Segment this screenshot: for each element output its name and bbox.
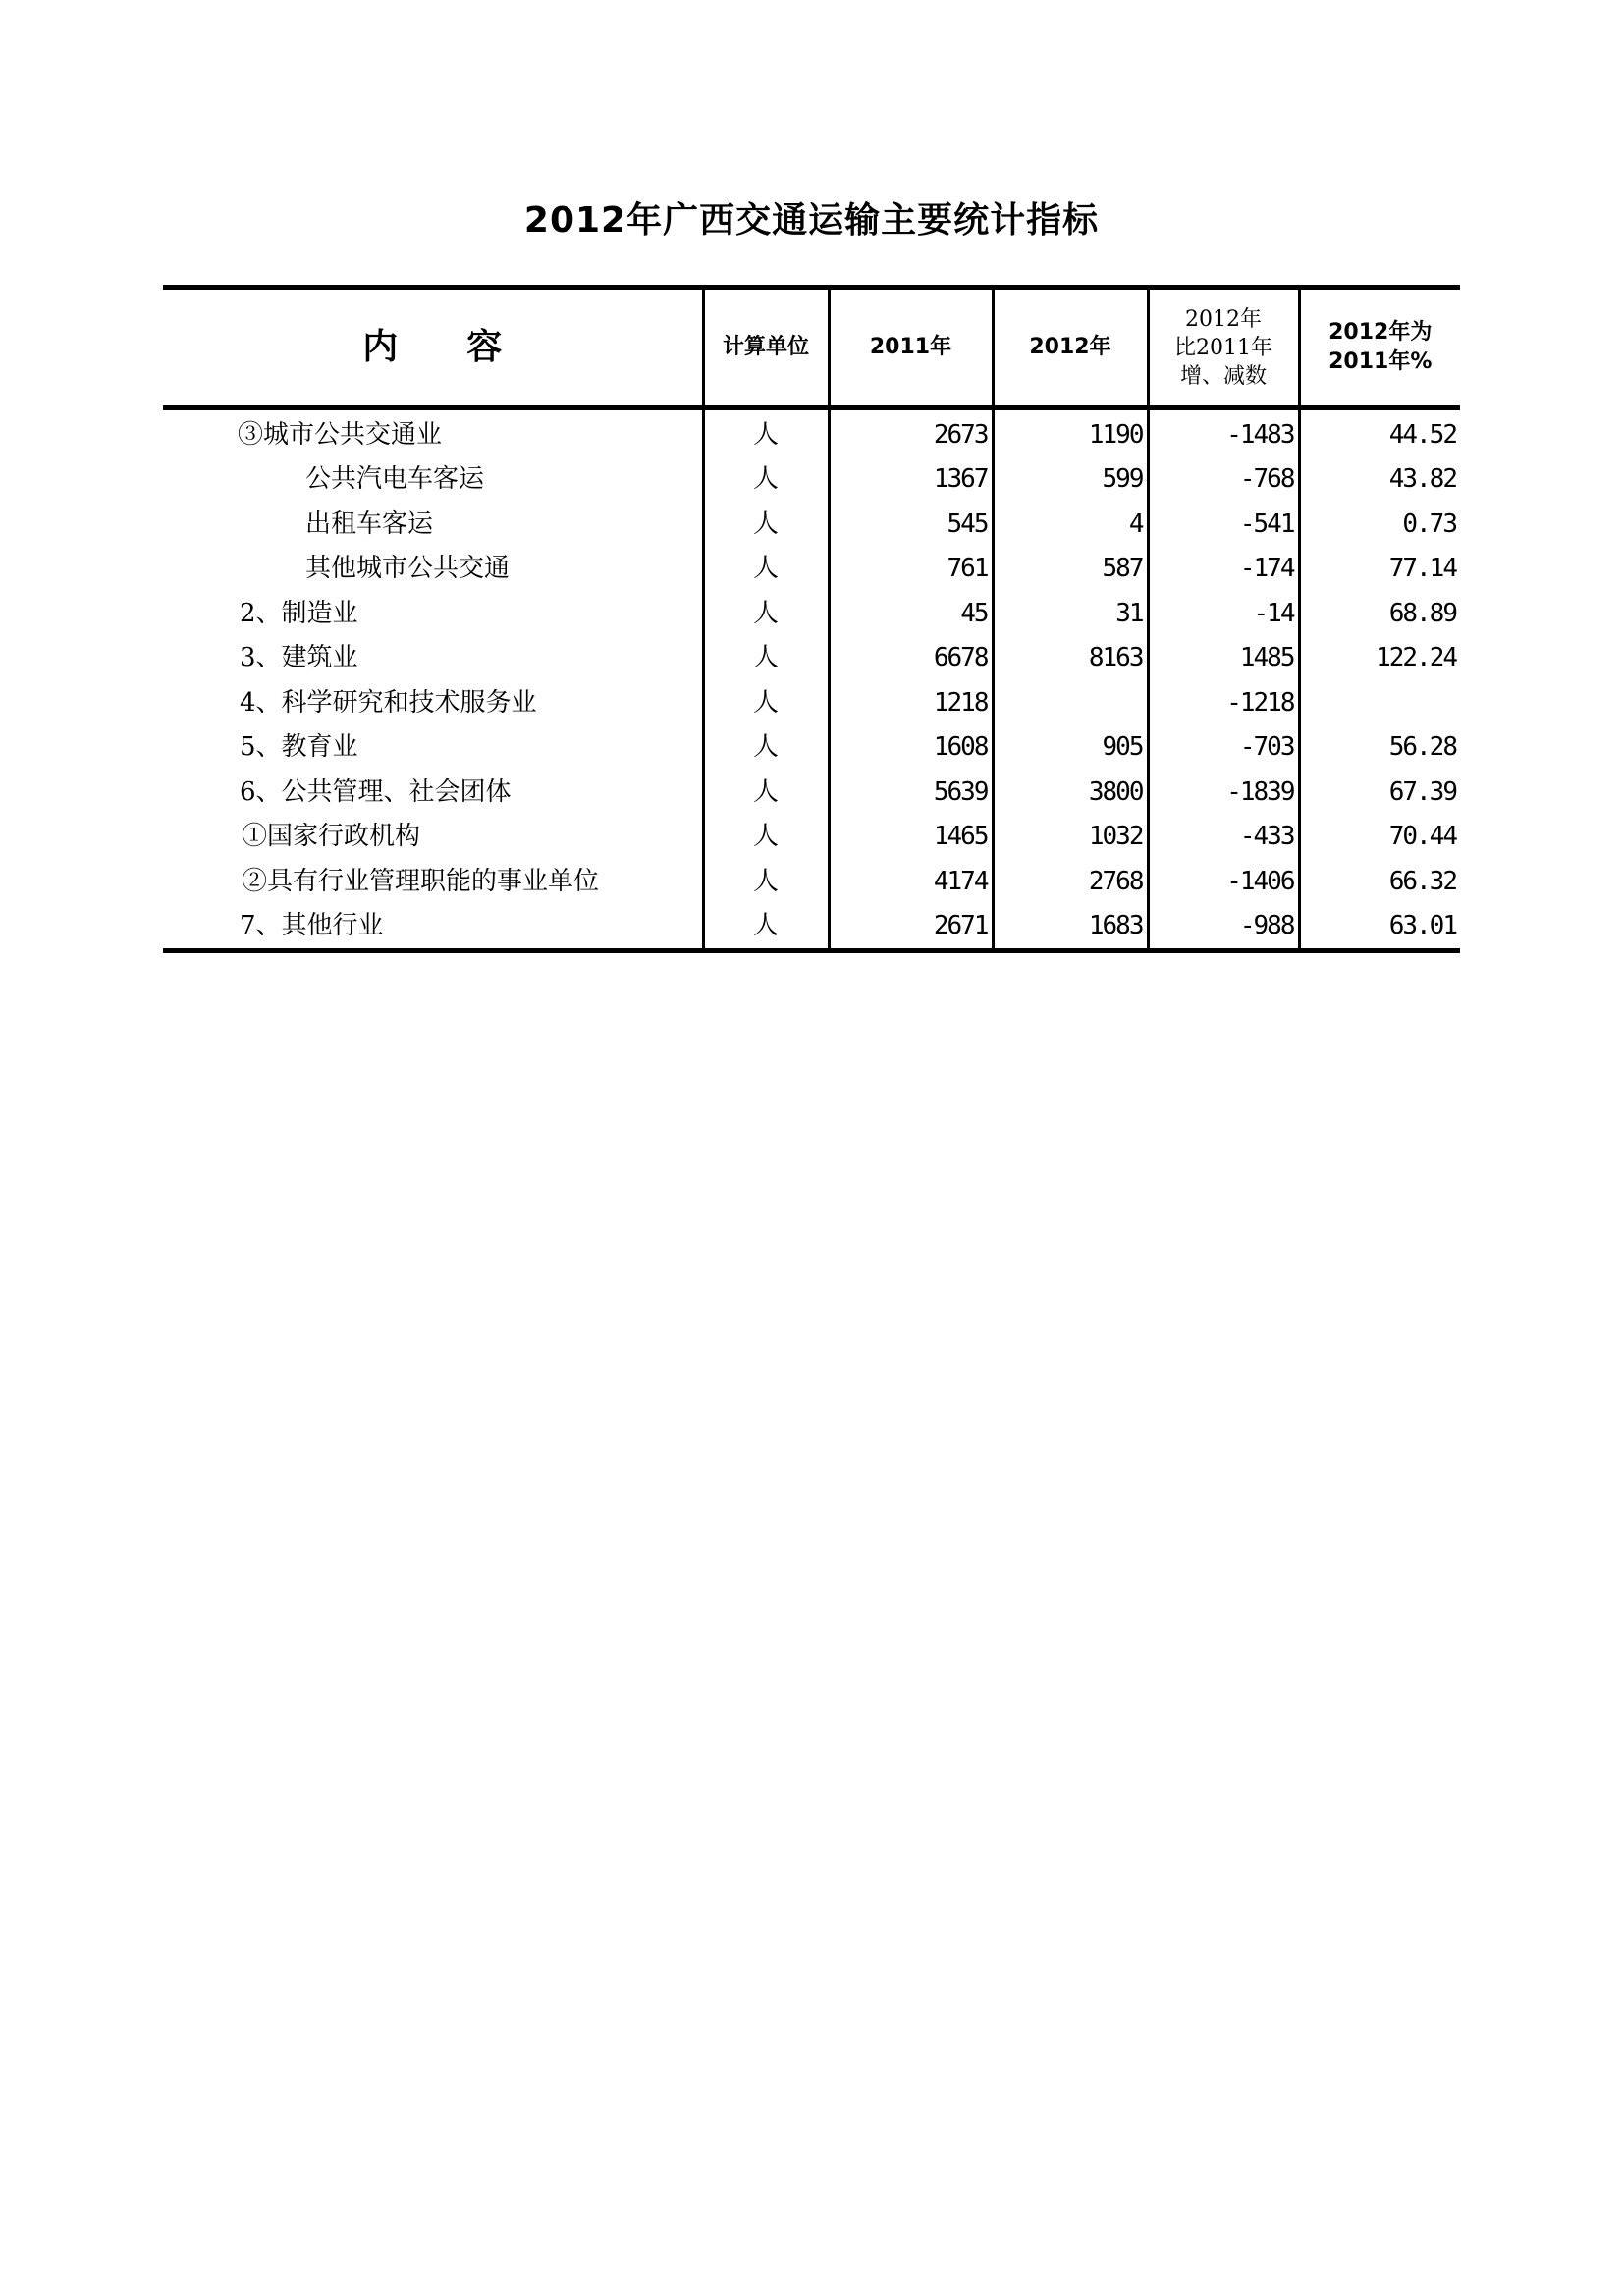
row-value-2011: 761 <box>829 547 993 592</box>
row-value-2011: 1367 <box>829 457 993 503</box>
header-item: 内 容 <box>163 288 703 408</box>
row-difference: -433 <box>1148 815 1299 860</box>
statistics-table <box>163 285 1460 953</box>
row-difference: -1218 <box>1148 680 1299 725</box>
row-percent: 43.82 <box>1299 457 1460 503</box>
row-item-label: 出租车客运 <box>305 508 434 539</box>
row-difference: -1483 <box>1148 408 1299 457</box>
row-value-2011: 1218 <box>829 680 993 725</box>
row-value-2011: 1608 <box>829 725 993 771</box>
row-difference: -1839 <box>1148 770 1299 815</box>
row-value-2012: 905 <box>993 725 1148 771</box>
row-percent: 0.73 <box>1299 502 1460 547</box>
table-row <box>163 770 1460 815</box>
row-percent: 67.39 <box>1299 770 1460 815</box>
row-unit: 人 <box>703 547 829 592</box>
table-row <box>163 547 1460 592</box>
row-value-2012: 587 <box>993 547 1148 592</box>
row-value-2012 <box>993 680 1148 725</box>
row-item-label: 7、其他行业 <box>240 911 384 941</box>
row-value-2012: 3800 <box>993 770 1148 815</box>
row-percent: 77.14 <box>1299 547 1460 592</box>
row-value-2011: 2671 <box>829 904 993 951</box>
row-unit: 人 <box>703 636 829 681</box>
row-difference: -14 <box>1148 591 1299 636</box>
table-row <box>163 725 1460 771</box>
row-value-2012: 8163 <box>993 636 1148 681</box>
row-unit: 人 <box>703 859 829 904</box>
row-difference: -768 <box>1148 457 1299 503</box>
row-difference: -174 <box>1148 547 1299 592</box>
table-row <box>163 408 1460 457</box>
table-row <box>163 457 1460 503</box>
row-value-2011: 6678 <box>829 636 993 681</box>
row-unit: 人 <box>703 457 829 503</box>
table-row <box>163 859 1460 904</box>
row-value-2012: 1683 <box>993 904 1148 951</box>
row-difference: -541 <box>1148 502 1299 547</box>
row-item-label: 公共汽电车客运 <box>305 464 485 495</box>
row-value-2011: 1465 <box>829 815 993 860</box>
row-value-2012: 4 <box>993 502 1148 547</box>
row-item-label: 6、公共管理、社会团体 <box>240 776 512 807</box>
row-percent <box>1299 680 1460 725</box>
row-difference: -1406 <box>1148 859 1299 904</box>
table-row <box>163 904 1460 951</box>
row-unit: 人 <box>703 680 829 725</box>
row-value-2012: 1190 <box>993 408 1148 457</box>
row-percent: 56.28 <box>1299 725 1460 771</box>
table-row <box>163 680 1460 725</box>
row-unit: 人 <box>703 502 829 547</box>
row-difference: -703 <box>1148 725 1299 771</box>
header-2011: 2011年 <box>829 288 993 408</box>
row-value-2011: 545 <box>829 502 993 547</box>
row-value-2011: 5639 <box>829 770 993 815</box>
row-unit: 人 <box>703 725 829 771</box>
row-item-label: 4、科学研究和技术服务业 <box>240 687 537 718</box>
row-value-2012: 1032 <box>993 815 1148 860</box>
row-value-2011: 4174 <box>829 859 993 904</box>
row-item-label: 3、建筑业 <box>240 643 358 673</box>
row-item-label: 其他城市公共交通 <box>305 554 511 584</box>
row-value-2012: 31 <box>993 591 1148 636</box>
row-unit: 人 <box>703 591 829 636</box>
row-item-label: 2、制造业 <box>240 598 358 628</box>
page-title: 2012年广西交通运输主要统计指标 <box>523 200 1100 240</box>
table-row <box>163 636 1460 681</box>
row-item-label: ③城市公共交通业 <box>238 419 443 450</box>
header-row <box>163 288 1460 408</box>
row-unit: 人 <box>703 770 829 815</box>
row-percent: 122.24 <box>1299 636 1460 681</box>
row-value-2012: 2768 <box>993 859 1148 904</box>
row-value-2011: 2673 <box>829 408 993 457</box>
row-unit: 人 <box>703 904 829 951</box>
header-percent: 2012年为 2011年% <box>1299 288 1460 408</box>
row-percent: 70.44 <box>1299 815 1460 860</box>
row-item-label: ②具有行业管理职能的事业单位 <box>242 866 600 896</box>
row-percent: 68.89 <box>1299 591 1460 636</box>
row-value-2012: 599 <box>993 457 1148 503</box>
header-unit: 计算单位 <box>703 288 829 408</box>
row-item-label: 5、教育业 <box>240 732 358 763</box>
row-value-2011: 45 <box>829 591 993 636</box>
row-percent: 66.32 <box>1299 859 1460 904</box>
row-unit: 人 <box>703 408 829 457</box>
row-percent: 63.01 <box>1299 904 1460 951</box>
header-2012: 2012年 <box>993 288 1148 408</box>
table-row <box>163 591 1460 636</box>
row-unit: 人 <box>703 815 829 860</box>
table-row <box>163 502 1460 547</box>
header-difference: 2012年 比2011年 增、减数 <box>1148 288 1299 408</box>
table-row <box>163 815 1460 860</box>
row-item-label: ①国家行政机构 <box>242 822 421 852</box>
row-difference: 1485 <box>1148 636 1299 681</box>
row-difference: -988 <box>1148 904 1299 951</box>
row-percent: 44.52 <box>1299 408 1460 457</box>
